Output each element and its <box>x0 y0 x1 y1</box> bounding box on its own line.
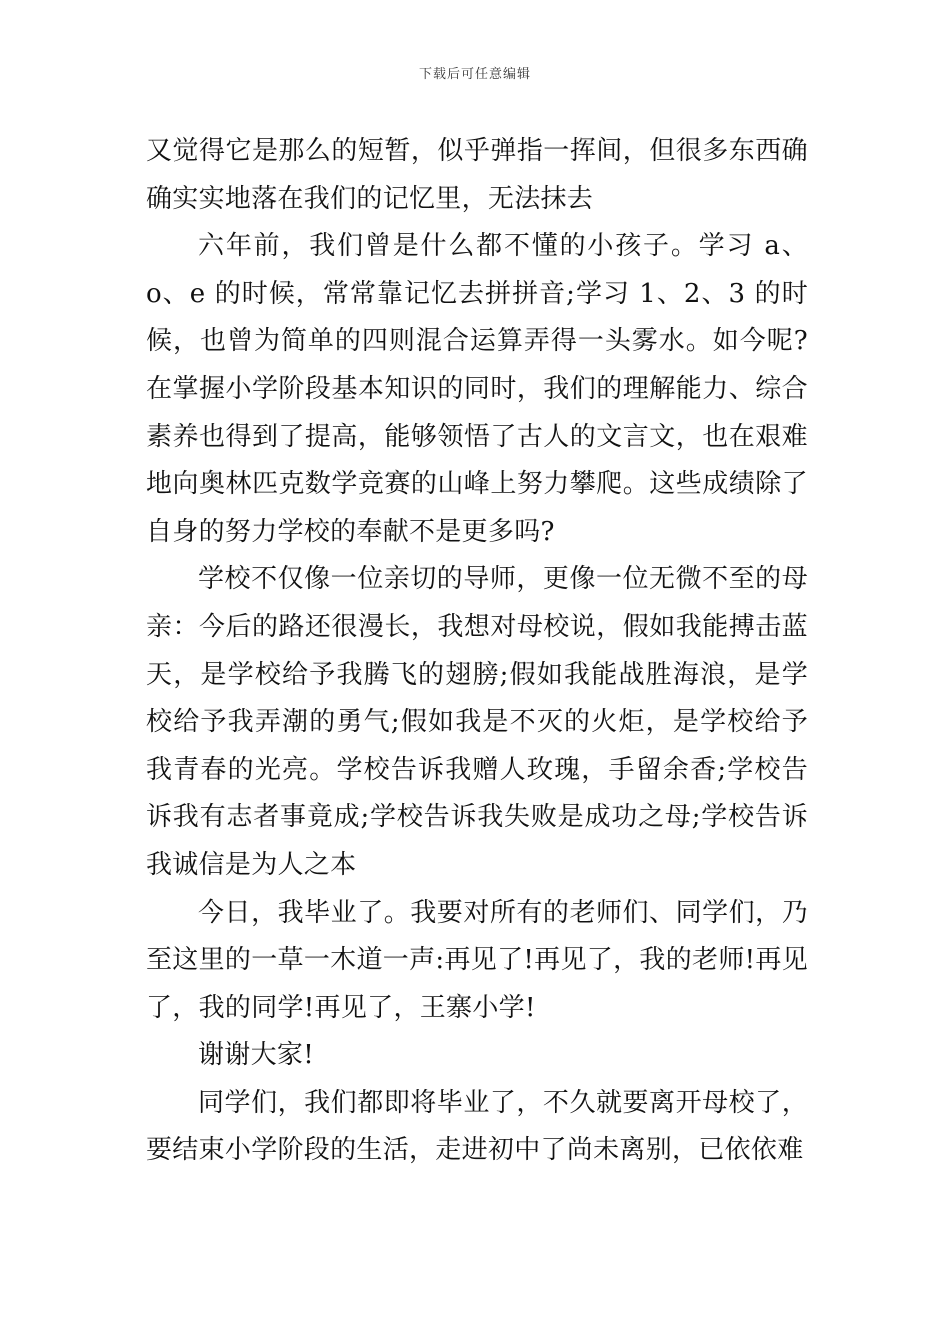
paragraph-2: 六年前，我们曾是什么都不懂的小孩子。学习 a、o、e 的时候，常常靠记忆去拼拼音;学习 1、2、3 的时候，也曾为简单的四则混合运算弄得一头雾水。如今呢?在掌握小学阶段基本知识的同时，我们的理解能力、综合素养也得到了提高，能够领悟了古人的文言文，也在艰难地向奥林匹克数学竞赛的山峰上努力攀爬。这些成绩除了自身的努力学校的奉献不是更多吗? <box>146 231 808 547</box>
page-header: 下载后可任意编辑 <box>418 67 531 82</box>
paragraph-3: 学校不仅像一位亲切的导师，更像一位无微不至的母亲：今后的路还很漫长，我想对母校说，假如我能搏击蓝天，是学校给予我腾飞的翅膀;假如我能战胜海浪，是学校给予我弄潮的勇气;假如我是不灭的火炬，是学校给予我青春的光亮。学校告诉我赠人玫瑰，手留余香;学校告诉我有志者事竟成;学校告诉我失败是成功之母;学校告诉我诚信是为人之本 <box>146 564 808 880</box>
paragraph-5: 谢谢大家! <box>198 1040 314 1071</box>
paragraph-1: 又觉得它是那么的短暂，似乎弹指一挥间，但很多东西确确实实地落在我们的记忆里，无法抹去 <box>146 136 808 214</box>
paragraph-6: 同学们，我们都即将毕业了，不久就要离开母校了，要结束小学阶段的生活，走进初中了尚未离别，已依依难 <box>146 1087 808 1166</box>
paragraph-4: 今日，我毕业了。我要对所有的老师们、同学们，乃至这里的一草一木道一声:再见了!再见了，我的老师!再见了，我的同学!再见了，王寨小学! <box>146 897 808 1023</box>
document-body <box>146 128 808 1175</box>
